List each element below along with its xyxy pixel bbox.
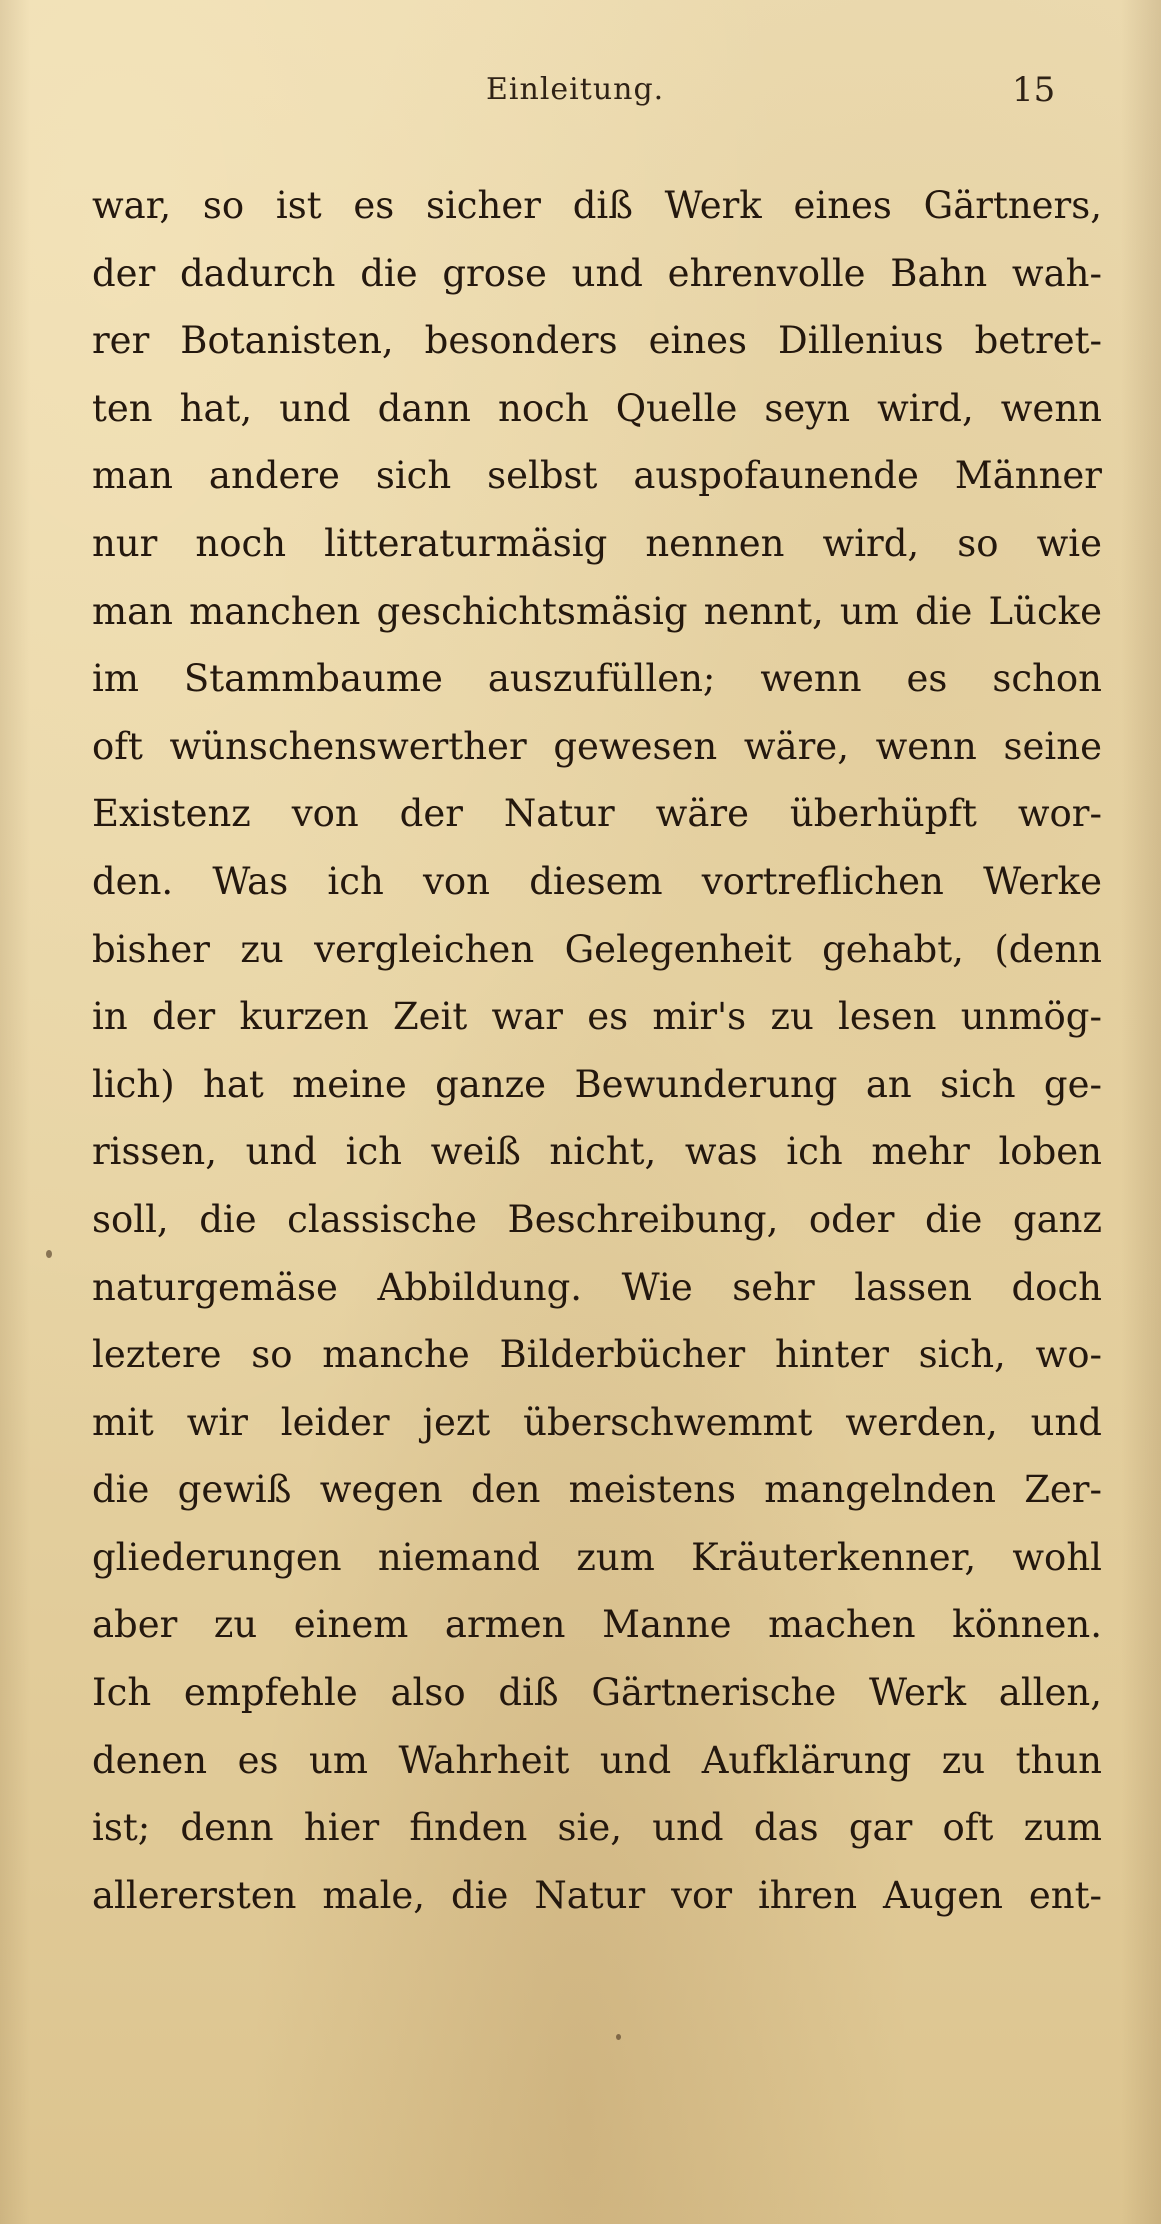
page-header — [0, 64, 1161, 134]
text-line: denen es um Wahrheit und Aufklärung zu thun — [92, 1738, 1102, 1782]
text-line: war, so ist es sicher diß Werk eines Gärtners, — [92, 184, 1102, 227]
text-line: nur noch litteraturmäsig nennen wird, so wie — [92, 521, 1102, 565]
text-line: leztere so manche Bilderbücher hinter sich, wo- — [92, 1333, 1102, 1377]
text-line: rissen, und ich weiß nicht, was ich mehr loben — [92, 1130, 1102, 1174]
text-line: lich) hat meine ganze Bewunderung an sich ge- — [92, 1062, 1102, 1106]
page-left-shadow — [0, 0, 30, 2224]
text-line: aber zu einem armen Manne machen können. — [92, 1603, 1102, 1647]
text-line: soll, die classische Beschreibung, oder die ganz — [92, 1197, 1102, 1241]
text-line: man andere sich selbst auspofaunende Männer — [92, 454, 1102, 498]
text-line: naturgemäse Abbildung. Wie sehr lassen doch — [92, 1265, 1102, 1309]
text-line: gliederungen niemand zum Kräuterkenner, wohl — [92, 1535, 1102, 1579]
text-line: in der kurzen Zeit war es mir's zu lesen unmög- — [92, 995, 1102, 1039]
text-line: mit wir leider jezt überschwemmt werden, und — [92, 1400, 1102, 1444]
paper-speck — [616, 2034, 621, 2040]
text-line: Existenz von der Natur wäre überhüpft wor- — [92, 792, 1102, 836]
text-line: ten hat, und dann noch Quelle seyn wird, wenn — [92, 386, 1102, 430]
paper-speck — [46, 1250, 52, 1258]
running-title: Einleitung. — [486, 72, 665, 107]
text-line: ist; denn hier finden sie, und das gar oft zum — [92, 1806, 1102, 1850]
text-line: man manchen geschichtsmäsig nennt, um die Lücke — [92, 589, 1102, 633]
body-text — [92, 172, 1102, 1929]
text-line: der dadurch die grose und ehrenvolle Bahn wah- — [92, 251, 1102, 295]
text-line: im Stammbaume auszufüllen; wenn es schon — [92, 657, 1102, 701]
page-edge-shadow — [1121, 0, 1161, 2224]
text-line: Ich empfehle also diß Gärtnerische Werk allen, — [92, 1671, 1102, 1715]
text-line: die gewiß wegen den meistens mangelnden Zer- — [92, 1468, 1102, 1512]
text-line: bisher zu vergleichen Gelegenheit gehabt, (denn — [92, 927, 1102, 971]
text-line: rer Botanisten, besonders eines Dillenius betret- — [92, 319, 1102, 363]
text-line: oft wünschenswerther gewesen wäre, wenn seine — [92, 724, 1102, 768]
page-number: 15 — [1012, 70, 1056, 110]
text-line: allerersten male, die Natur vor ihren Augen ent- — [92, 1873, 1102, 1917]
text-line: den. Was ich von diesem vortreflichen Werke — [92, 859, 1102, 903]
